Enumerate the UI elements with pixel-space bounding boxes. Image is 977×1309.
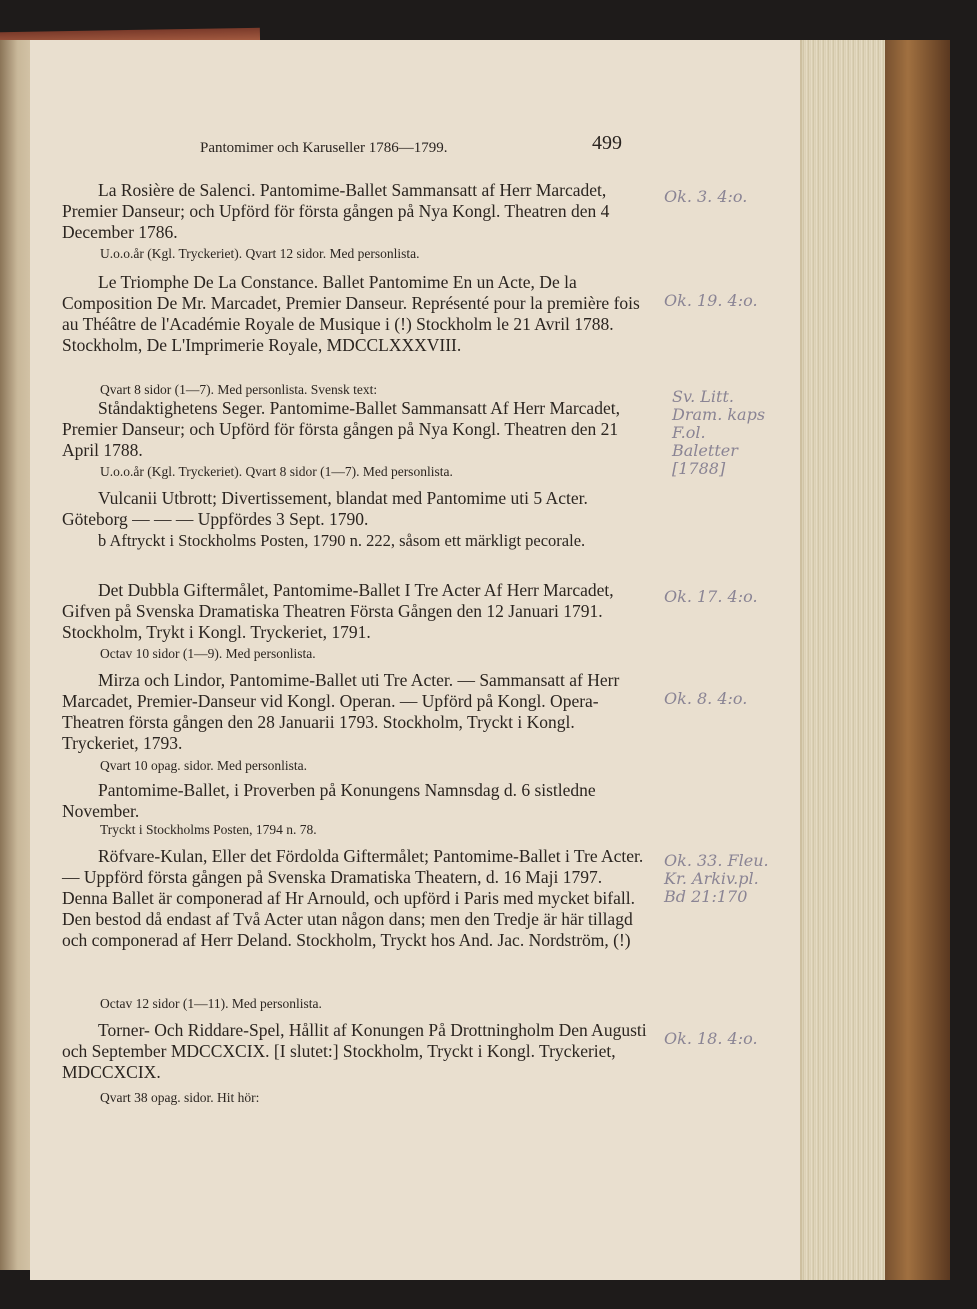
entry-title: Torner- Och Riddare-Spel, Hållit af Konungen På Drottningholm Den Augusti och September MDCCXCIX. [I slutet:] Stockholm, Tryckt i Kongl. Tryckeriet, MDCCXCIX. — [62, 1020, 647, 1082]
entry-meta: Octav 12 sidor (1—11). Med personlista. — [100, 996, 322, 1011]
entry-meta: Qvart 10 opag. sidor. Med personlista. — [100, 758, 307, 773]
running-head: Pantomimer och Karuseller 1786—1799. — [200, 140, 448, 156]
page-fore-edge — [795, 40, 885, 1280]
catalog-note: Ok. 18. 4:o. — [664, 1029, 758, 1048]
catalog-note: Ok. 8. 4:o. — [664, 689, 748, 708]
entry-meta: b Aftryckt i Stockholms Posten, 1790 n. 222, såsom ett märkligt pecorale. — [98, 531, 586, 550]
entry-meta: Octav 10 sidor (1—9). Med personlista. — [100, 646, 316, 661]
entry-title: Le Triomphe De La Constance. Ballet Pantomime En un Acte, De la Composition De Mr. Marcadet, Premier Danseur. Représenté pour la première fois au Théâtre de l'Académie Royale de Musique i (!) Stockholm le 21 Avril 1788. Stockholm, De L'Imprimerie Royale, MDCCLXXXVIII. — [62, 272, 640, 355]
entry-title: Pantomime-Ballet, i Proverben på Konungens Namnsdag d. 6 sistledne November. — [62, 780, 596, 821]
catalog-note: Ok. 3. 4:o. — [664, 187, 748, 206]
entry-meta: Tryckt i Stockholms Posten, 1794 n. 78. — [100, 822, 317, 837]
page-number: 499 — [592, 132, 622, 154]
catalog-note: Ok. 33. Fleu. Kr. Arkiv.pl. Bd 21:170 — [664, 851, 769, 906]
entry-title: Det Dubbla Giftermålet, Pantomime-Ballet I Tre Acter Af Herr Marcadet, Gifven på Svenska Dramatiska Theatren Första Gången den 12 Januari 1791. Stockholm, Trykt i Kongl. Tryckeriet, 1791. — [62, 580, 614, 642]
catalog-note: Ok. 17. 4:o. — [664, 587, 758, 606]
entry-meta: U.o.o.år (Kgl. Tryckeriet). Qvart 12 sidor. Med personlista. — [100, 246, 420, 261]
entry-title: Ståndaktighetens Seger. Pantomime-Ballet Sammansatt Af Herr Marcadet, Premier Danseur; och Upförd för första gången på Nya Kongl. Theatren den 21 April 1788. — [62, 398, 620, 460]
catalog-note: Ok. 19. 4:o. — [664, 291, 758, 310]
entry-meta: Qvart 38 opag. sidor. Hit hör: — [100, 1090, 260, 1105]
entry-meta: U.o.o.år (Kgl. Tryckeriet). Qvart 8 sidor (1—7). Med personlista. — [100, 464, 453, 479]
book-cover-edge — [880, 40, 950, 1280]
entry-title: La Rosière de Salenci. Pantomime-Ballet Sammansatt af Herr Marcadet, Premier Danseur; och Upförd för första gången på Nya Kongl. Theatren den 4 December 1786. — [62, 180, 610, 242]
entry-title: Röfvare-Kulan, Eller det Fördolda Giftermålet; Pantomime-Ballet i Tre Acter. — Uppförd första gången på Svenska Dramatiska Theatern, d. 16 Maji 1797. Denna Ballet är componerad af Hr Arnould, och upförd i Paris med mycket bifall. Den bestod då endast af Två Acter utan någon dans; men den Tredje är här tillagd och componerad af Herr Deland. Stockholm, Tryckt hos And. Jac. Nordström, (!) — [62, 846, 644, 950]
catalog-note: Sv. Litt. Dram. kaps F.ol. Baletter [1788] — [672, 387, 766, 478]
entry-title: Vulcanii Utbrott; Divertissement, blandat med Pantomime uti 5 Acter. Göteborg — — — Uppfördes 3 Sept. 1790. — [62, 488, 588, 529]
entry-meta: Qvart 8 sidor (1—7). Med personlista. Svensk text: — [100, 382, 378, 397]
entry-title: Mirza och Lindor, Pantomime-Ballet uti Tre Acter. — Sammansatt af Herr Marcadet, Premier-Danseur vid Kongl. Operan. — Upförd på Kongl. Opera-Theatren första gången den 28 Januarii 1793. Stockholm, Tryckt i Kongl. Tryckeriet, 1793. — [62, 670, 620, 753]
